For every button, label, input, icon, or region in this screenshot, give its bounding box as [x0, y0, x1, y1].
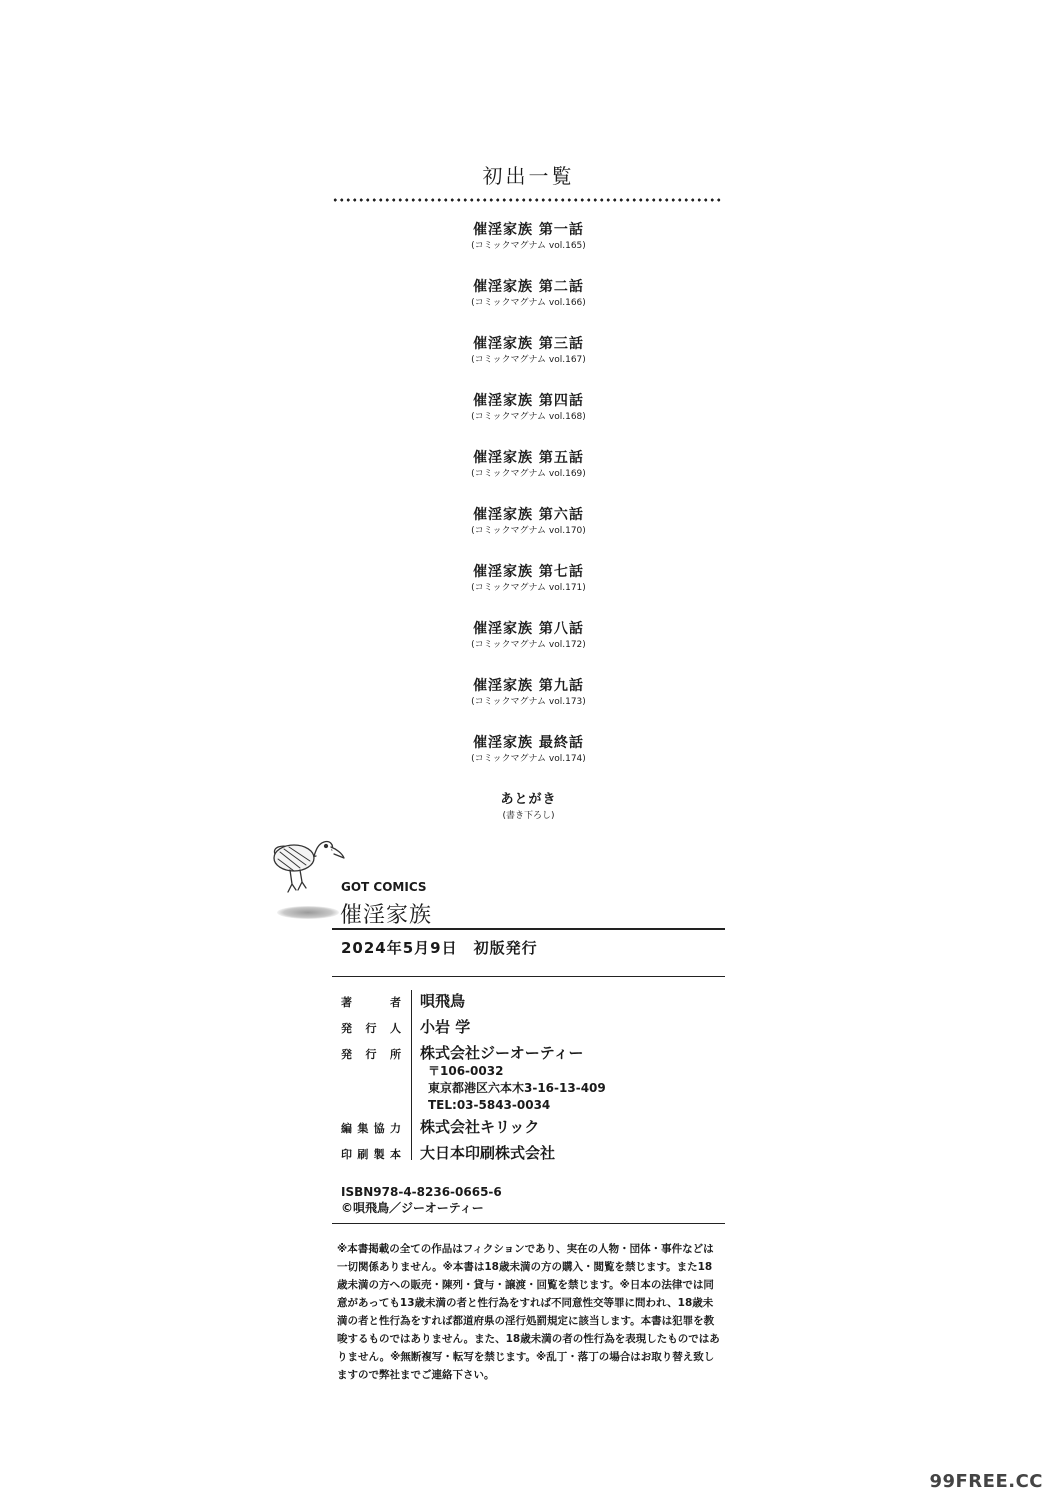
toc-entry	[0, 563, 1057, 594]
credit-value: 小岩 学	[420, 1018, 471, 1036]
toc-entry-title: 催淫家族 第六話	[473, 507, 584, 523]
toc-entry-source: (コミックマグナム vol.165)	[471, 241, 586, 251]
toc-entry	[0, 734, 1057, 765]
toc-entry-source: (コミックマグナム vol.171)	[471, 583, 586, 593]
credit-label: 発行人	[341, 1022, 401, 1035]
phone-number: TEL:03-5843-0034	[428, 1098, 551, 1112]
toc-entry-title: 催淫家族 第四話	[473, 393, 584, 409]
divider	[332, 976, 725, 977]
credit-label: 著者	[341, 996, 401, 1009]
toc-entry-title: 催淫家族 第三話	[473, 336, 584, 352]
toc-entry	[0, 392, 1057, 423]
credit-label: 編集協力	[341, 1122, 401, 1135]
bird-icon	[270, 832, 350, 904]
credit-value: 株式会社ジーオーティー	[420, 1044, 584, 1062]
toc-entry-source: (コミックマグナム vol.169)	[471, 469, 586, 479]
watermark: 99FREE.CC	[929, 1471, 1043, 1492]
toc-entry-title: あとがき	[500, 792, 557, 807]
publication-date: 2024年5月9日 初版発行	[341, 939, 538, 957]
dotted-divider	[332, 197, 722, 203]
toc-entry-source: (コミックマグナム vol.166)	[471, 298, 586, 308]
street-address: 東京都港区六本木3-16-13-409	[428, 1081, 606, 1095]
isbn-block	[341, 1184, 502, 1216]
toc-entry-title: 催淫家族 第九話	[473, 678, 584, 694]
toc-entry-source: (コミックマグナム vol.173)	[471, 697, 586, 707]
toc-entry-title: 催淫家族 第一話	[473, 222, 584, 238]
credit-label: 発行所	[341, 1048, 401, 1061]
isbn: ISBN978-4-8236-0665-6	[341, 1185, 502, 1199]
toc-entry	[0, 278, 1057, 309]
toc-entry	[0, 221, 1057, 252]
toc-entry	[0, 677, 1057, 708]
toc-entry-source: (書き下ろし)	[502, 811, 555, 821]
toc-entry-title: 催淫家族 第八話	[473, 621, 584, 637]
toc-entry-title: 催淫家族 第七話	[473, 564, 584, 580]
toc-entry-source: (コミックマグナム vol.168)	[471, 412, 586, 422]
toc-entry	[0, 620, 1057, 651]
toc-entry	[0, 449, 1057, 480]
credit-label: 印刷製本	[341, 1148, 401, 1161]
toc-entry	[0, 335, 1057, 366]
series-label: GOT COMICS	[341, 880, 427, 894]
toc-entry-source: (コミックマグナム vol.172)	[471, 640, 586, 650]
toc-entry	[0, 791, 1057, 822]
toc-entry-title: 催淫家族 第二話	[473, 279, 584, 295]
divider	[332, 1223, 725, 1224]
copyright: ©唄飛鳥／ジーオーティー	[341, 1201, 484, 1215]
credit-value: 大日本印刷株式会社	[420, 1144, 556, 1162]
toc-entry-title: 催淫家族 第五話	[473, 450, 584, 466]
credit-value: 唄飛鳥	[420, 992, 466, 1010]
credits-vertical-rule	[411, 990, 412, 1160]
book-title: 催淫家族	[340, 903, 433, 928]
toc-entry-source: (コミックマグナム vol.167)	[471, 355, 586, 365]
postal-code: 〒106-0032	[428, 1064, 504, 1078]
toc-entry-source: (コミックマグナム vol.174)	[471, 754, 586, 764]
toc-entry-title: 催淫家族 最終話	[473, 735, 584, 751]
bird-shadow	[277, 906, 339, 919]
toc-entry	[0, 506, 1057, 537]
toc-entry-source: (コミックマグナム vol.170)	[471, 526, 586, 536]
legal-notice: ※本書掲載の全ての作品はフィクションであり、実在の人物・団体・事件などは一切関係ありません。※本書は18歳未満の方の購入・閲覧を禁じます。また18歳未満の方への販売・陳列・貸与・譲渡・回覧を禁じます。※日本の法律では同意があっても13歳未満の者と性行為をすれば不同意性交等罪に問われ、18歳未満の者と性行為をすれば都道府県の淫行処罰規定に該当します。本書は犯罪を教唆するものではありません。また、18歳未満の者の性行為を表現したものではありません。※無断複写・転写を禁じます。※乱丁・落丁の場合はお取り替え致しますので弊社までご連絡下さい。	[337, 1243, 720, 1381]
credit-value: 株式会社キリック	[420, 1118, 540, 1136]
toc-title: 初出一覧	[482, 164, 575, 188]
divider-thick	[332, 928, 725, 930]
